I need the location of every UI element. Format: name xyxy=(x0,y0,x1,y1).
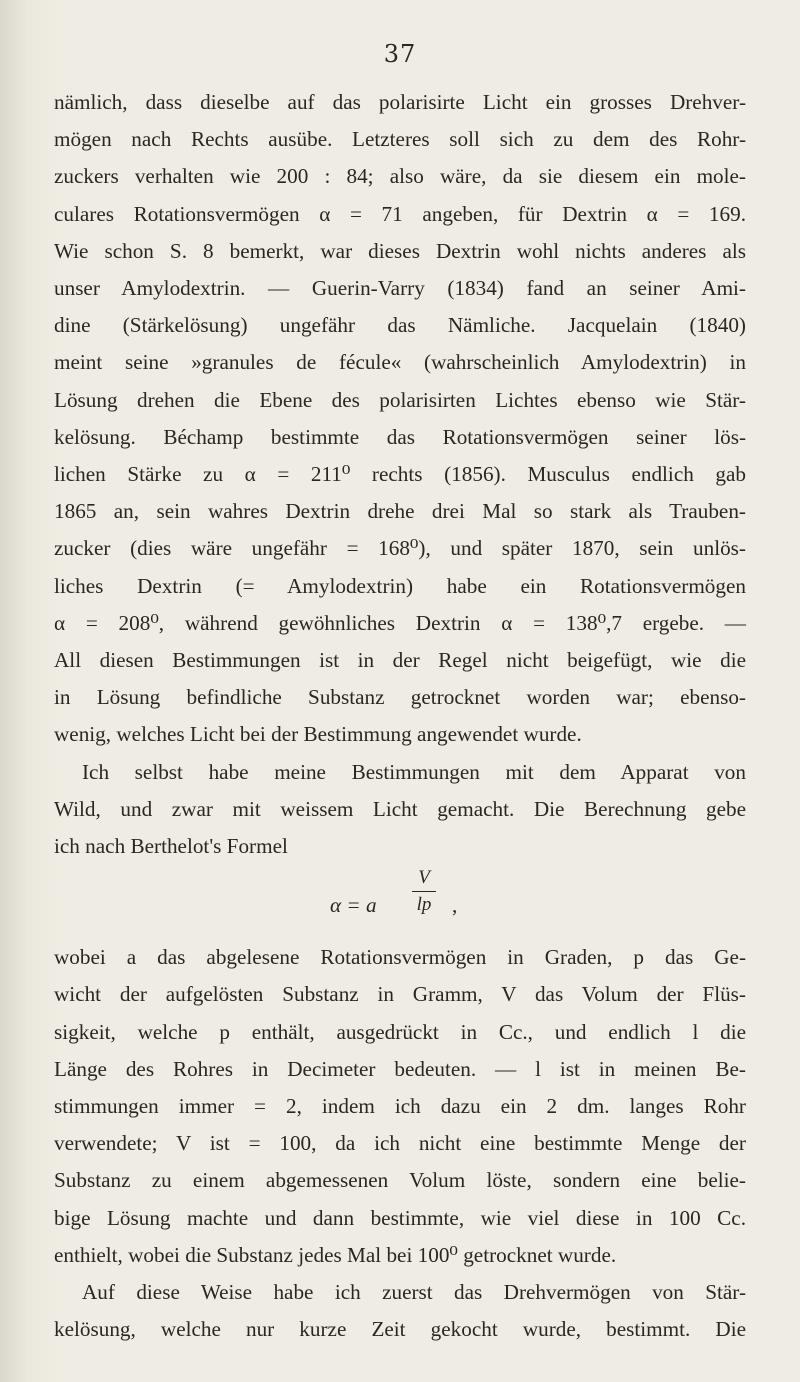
text-line: 1865 an, sein wahres Dextrin drehe drei Mal so stark als Trauben- xyxy=(54,499,746,524)
formula-denominator: lp xyxy=(416,894,432,916)
text-line: wenig, welches Licht bei der Bestimmung angewendet wurde. xyxy=(54,722,582,747)
text-line: lichen Stärke zu α = 211⁰ rechts (1856). Musculus endlich gab xyxy=(54,462,746,487)
text-line: Wild, und zwar mit weissem Licht gemacht. Die Berechnung gebe xyxy=(54,796,746,821)
text-line: zucker (dies wäre ungefähr = 168⁰), und später 1870, sein unlös- xyxy=(54,536,746,561)
text-line: Lösung drehen die Ebene des polarisirten Lichtes ebenso wie Stär- xyxy=(54,387,746,412)
body-text xyxy=(54,84,746,1349)
text-line: wicht der aufgelösten Substanz in Gramm, V das Volum der Flüs- xyxy=(54,982,746,1007)
text-line: Wie schon S. 8 bemerkt, war dieses Dextrin wohl nichts anderes als xyxy=(54,238,746,263)
text-line: Ich selbst habe meine Bestimmungen mit dem Apparat von xyxy=(82,759,746,784)
formula-fraction xyxy=(412,867,436,916)
formula-lhs: α = a xyxy=(330,893,377,918)
formula-numerator: V xyxy=(418,867,430,889)
text-line: stimmungen immer = 2, indem ich dazu ein 2 dm. langes Rohr xyxy=(54,1094,746,1119)
text-line: unser Amylodextrin. — Guerin-Varry (1834) fand an seiner Ami- xyxy=(54,276,746,301)
text-line: dine (Stärkelösung) ungefähr das Nämliche. Jacquelain (1840) xyxy=(54,313,746,338)
text-line: liches Dextrin (= Amylodextrin) habe ein Rotationsvermögen xyxy=(54,573,746,598)
text-line: in Lösung befindliche Substanz getrocknet worden war; ebenso- xyxy=(54,685,746,710)
text-line: kelösung. Béchamp bestimmte das Rotationsvermögen seiner lös- xyxy=(54,424,746,449)
text-line: Länge des Rohres in Decimeter bedeuten. — l ist in meinen Be- xyxy=(54,1056,746,1081)
text-line: culares Rotationsvermögen α = 71 angeben, für Dextrin α = 169. xyxy=(54,201,746,226)
formula-comma: , xyxy=(452,893,458,918)
text-line: bige Lösung machte und dann bestimmte, wie viel diese in 100 Cc. xyxy=(54,1205,746,1230)
text-line: wobei a das abgelesene Rotationsvermögen in Graden, p das Ge- xyxy=(54,945,746,970)
text-line: ich nach Berthelot's Formel xyxy=(54,834,288,859)
berthelot-formula xyxy=(54,867,746,939)
text-line: kelösung, welche nur kurze Zeit gekocht wurde, bestimmt. Die xyxy=(54,1317,746,1342)
page-number: 37 xyxy=(383,40,417,68)
text-line: sigkeit, welche p enthält, ausgedrückt in Cc., und endlich l die xyxy=(54,1019,746,1044)
text-line: zuckers verhalten wie 200 : 84; also wäre, da sie diesem ein mole- xyxy=(54,164,746,189)
fraction-bar xyxy=(412,891,436,892)
text-line: mögen nach Rechts ausübe. Letzteres soll sich zu dem des Rohr- xyxy=(54,127,746,152)
text-line: α = 208⁰, während gewöhnliches Dextrin α = 138⁰,7 ergebe. — xyxy=(54,610,746,635)
text-line: nämlich, dass dieselbe auf das polarisirte Licht ein grosses Drehver- xyxy=(54,90,746,114)
text-line: verwendete; V ist = 100, da ich nicht eine bestimmte Menge der xyxy=(54,1131,746,1156)
text-line: meint seine »granules de fécule« (wahrscheinlich Amylodextrin) in xyxy=(54,350,746,375)
text-line: Substanz zu einem abgemessenen Volum löste, sondern eine belie- xyxy=(54,1168,746,1193)
text-line: Auf diese Weise habe ich zuerst das Drehvermögen von Stär- xyxy=(82,1280,746,1305)
text-line: enthielt, wobei die Substanz jedes Mal bei 100⁰ getrocknet wurde. xyxy=(54,1242,617,1267)
text-line: All diesen Bestimmungen ist in der Regel nicht beigefügt, wie die xyxy=(54,648,746,673)
